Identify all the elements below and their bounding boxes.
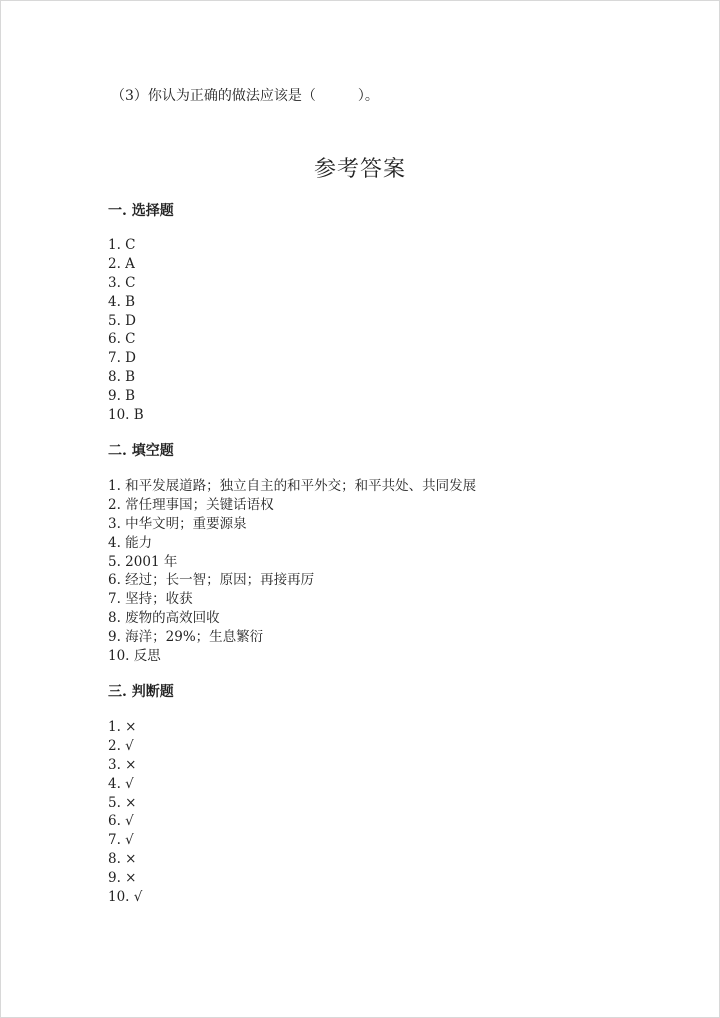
answer-item: 7. √ xyxy=(108,832,134,849)
answer-item: 9. 海洋；29%；生息繁衍 xyxy=(108,629,264,646)
answer-item: 7. 坚持；收获 xyxy=(108,591,193,608)
answer-item: 3. C xyxy=(108,274,136,291)
answer-item: 6. √ xyxy=(108,813,134,830)
section-heading-fill-in-blank: 二. 填空题 xyxy=(108,443,174,459)
answer-item: 2. 常任理事国；关键话语权 xyxy=(108,496,274,513)
answer-item: 8. × xyxy=(108,851,137,868)
multiple-choice-answer-list xyxy=(108,236,144,425)
answer-item: 4. 能力 xyxy=(108,534,153,551)
answer-item: 4. √ xyxy=(108,775,134,792)
answer-item: 1. 和平发展道路；独立自主的和平外交；和平共处、共同发展 xyxy=(108,478,477,494)
answer-item: 2. A xyxy=(108,255,135,272)
true-false-answer-list xyxy=(108,718,142,907)
answer-item: 8. 废物的高效回收 xyxy=(108,610,220,627)
answer-key-title: 参考答案 xyxy=(313,157,406,182)
section-heading-true-false: 三. 判断题 xyxy=(108,684,174,700)
answer-item: 2. √ xyxy=(108,737,134,754)
answer-item: 6. C xyxy=(108,331,136,348)
answer-item: 10. 反思 xyxy=(108,648,161,665)
section-heading-multiple-choice: 一. 选择题 xyxy=(108,203,174,219)
answer-item: 3. × xyxy=(108,756,137,773)
answer-item: 10. B xyxy=(108,407,144,424)
answer-item: 7. D xyxy=(108,350,136,367)
answer-item: 10. √ xyxy=(108,889,143,906)
question-3-line: （3）你认为正确的做法应该是（ ）。 xyxy=(111,88,379,104)
answer-item: 1. × xyxy=(108,719,137,735)
answer-item: 5. D xyxy=(108,312,136,329)
answer-item: 5. × xyxy=(108,794,137,811)
answer-item: 9. × xyxy=(108,870,137,887)
answer-item: 1. C xyxy=(108,237,136,253)
answer-item: 9. B xyxy=(108,388,136,405)
answer-item: 3. 中华文明；重要源泉 xyxy=(108,515,247,532)
answer-item: 8. B xyxy=(108,369,136,386)
answer-item: 4. B xyxy=(108,293,136,310)
answer-item: 6. 经过；长一智；原因；再接再厉 xyxy=(108,572,315,589)
answer-item: 5. 2001 年 xyxy=(108,553,178,570)
fill-in-blank-answer-list xyxy=(108,477,476,666)
